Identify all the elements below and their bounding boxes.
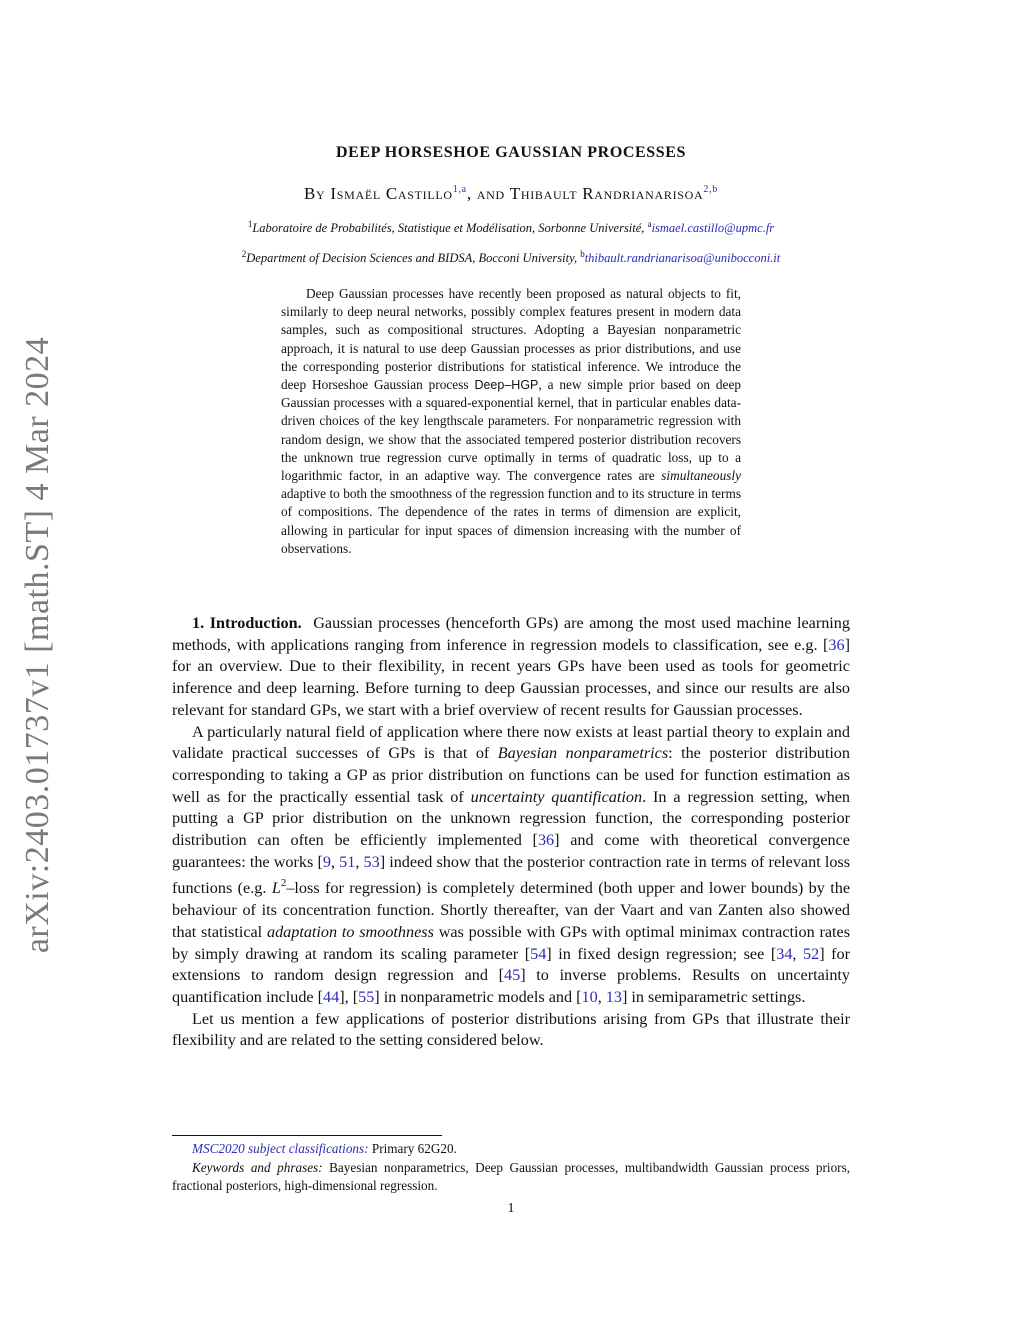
arxiv-identifier-stamp (8, 336, 68, 954)
affiliation-2-email-sup: b (580, 249, 585, 259)
abstract (281, 285, 741, 558)
affiliation-1-email-sup: a (647, 219, 652, 229)
deep-hgp-term: Deep–HGP (474, 378, 539, 393)
citation-link[interactable]: 54 (530, 944, 547, 963)
keywords-value: Bayesian nonparametrics, Deep Gaussian processes, multibandwidth Gaussian process priors, fractional posteriors, high-dimensional regression. (172, 1159, 850, 1193)
math-l: L (271, 879, 281, 898)
abstract-part-3: adaptive to both the smoothness of the regression function and to its structure in terms of compositions. The dependence of the rates in terms of dimension are explicit, allowing in particular for input spaces of dimension increasing with the number of observations. (281, 486, 741, 556)
citation-link[interactable]: 51 (339, 852, 356, 871)
affiliation-1 (172, 219, 850, 236)
intro-p2-text-e: ] indeed show that the posterior contraction rate in terms of relevant loss functions (e.g. (172, 852, 851, 898)
abstract-simultaneously: simultaneously (661, 468, 741, 484)
citation-link[interactable]: 10 (581, 987, 598, 1006)
intro-p2-text-n: ] in nonparametric models and [ (374, 987, 582, 1006)
intro-p2-text-d: ] and come with theoretical convergence guarantees: the works [ (172, 831, 850, 871)
introduction-section (172, 613, 850, 1052)
citation-link[interactable]: 52 (803, 944, 820, 963)
intro-p2-text-o: ] in semiparametric settings. (621, 987, 806, 1006)
intro-p2-text-g: was possible with GPs with optimal minimax contraction rates by simply drawing at random its scaling parameter [ (172, 922, 851, 963)
citation-link[interactable]: 55 (358, 987, 375, 1006)
affiliation-2-email-link[interactable]: thibault.randrianarisoa@unibocconi.it (584, 251, 781, 265)
citation-link[interactable]: 36 (537, 831, 555, 850)
page-number: 1 (507, 1201, 515, 1216)
affiliation-2 (172, 249, 850, 266)
intro-paragraph-3: Let us mention a few applications of posterior distributions arising from GPs that illustrate their flexibility and are related to the setting considered below. (172, 1009, 850, 1050)
abstract-part-2: , a new simple prior based on deep Gaussian processes with a squared-exponential kernel, that in particular enables data-driven choices of the key lengthscale parameters. For nonparametric regression with random design, we show that the associated tempered posterior distribution recovers the unknown true regression curve optimally in terms of quadratic loss, up to a logarithmic factor, in an adaptive way. The convergence rates are (281, 377, 742, 484)
emphasis-uncertainty-quantification: uncertainty quantification (470, 787, 643, 806)
emphasis-bayesian-nonparametrics: Bayesian nonparametrics (497, 744, 669, 763)
paper-title: DEEP HORSESHOE GAUSSIAN PROCESSES (335, 144, 687, 161)
section-heading-introduction: 1. Introduction. (192, 614, 302, 632)
intro-p1-text-a: Gaussian processes (henceforth GPs) are among the most used machine learning methods, with applications ranging from inference in regression models to classification, see e.g. [ (172, 614, 850, 654)
citation-link[interactable]: 36 (828, 635, 845, 654)
intro-paragraph-1 (172, 613, 850, 722)
affiliation-1-email-link[interactable]: ismael.castillo@upmc.fr (651, 221, 775, 235)
intro-paragraph-2: A particularly natural field of application where there now exists at least partial theory to explain and validate practical successes of GPs is that of Bayesian nonparametrics: the posterior distribution corresponding to taking a GP as prior distribution on functions can be used for function estimation as well as for the practically essential task of uncertainty quantification. In a regression setting, when putting a GP prior distribution on the unknown regression function, the corresponding posterior distribution can often be efficiently implemented [36] and come with theoretical convergence guarantees: the works [9, 51, 53] indeed show that the posterior contraction rate in terms of relevant loss functions (e.g. $L^2$–loss for regression) is completely determined (both upper and lower bounds) by the behaviour of its concentration function. Shortly thereafter, van der Vaart and van Zanten also showed that statistical adaptation to smoothness was possible with GPs with optimal minimax contraction rates by simply drawing at random its scaling parameter [54] in fixed design regression; see [34, 52] for extensions to random design regression and [45] to inverse problems. Results on uncertainty quantification include [44], [55] in nonparametric models and [10, 13] in semiparametric settings. (172, 722, 851, 1006)
citation-link[interactable]: 13 (605, 987, 622, 1006)
citation-link[interactable]: 34 (776, 944, 793, 963)
footnote-divider (172, 1135, 442, 1136)
affiliation-1-text: Laboratoire de Probabilités, Statistique et Modélisation, Sorbonne Université, (252, 221, 645, 235)
author-2-sup[interactable]: 2,b (703, 184, 719, 195)
intro-p2-text-h: ] in fixed design regression; see [ (546, 944, 777, 963)
citation-link[interactable]: 44 (323, 987, 340, 1006)
abstract-part-1: Deep Gaussian processes have recently been proposed as natural objects to fit, similarly to deep neural networks, possibly complex features present in modern data samples, such as compositional structures. Adopting a Bayesian nonparametric approach, it is natural to use deep Gaussian processes as prior distributions, and use the corresponding posterior distributions for statistical inference. We introduce the deep Horseshoe Gaussian process (281, 286, 741, 393)
affiliation-1-num: 1 (247, 219, 253, 229)
byline-by: By (303, 184, 326, 203)
arxiv-id-text: arXiv:2403.01737v1 [math.ST] 4 Mar 2024 (19, 336, 56, 954)
author-1-sup[interactable]: 1,a (452, 184, 467, 195)
intro-p2-text-c: . In a regression setting, when putting a GP prior distribution on the unknown regression function, the corresponding posterior distribution can often be efficiently implemented [ (172, 787, 851, 850)
footnote-msc (172, 1140, 850, 1159)
citation-link[interactable]: 45 (504, 966, 521, 985)
footnote-keywords (172, 1159, 850, 1196)
author-byline (172, 184, 850, 204)
msc-label-link[interactable]: MSC2020 subject classifications: (192, 1141, 369, 1156)
footnotes (172, 1140, 850, 1196)
affiliation-2-num: 2 (241, 249, 247, 259)
author-2-name: Thibault Randrianarisoa (509, 184, 704, 203)
intro-p2-text-j: ] for extensions to random design regression and [ (172, 944, 851, 985)
citation-link[interactable]: 53 (363, 852, 380, 871)
intro-p2-text-a: A particularly natural field of application where there now exists at least partial theory to explain and validate practical successes of GPs is that of (172, 722, 850, 763)
intro-p2-text-f: –loss for regression) is completely determined (both upper and lower bounds) by the behaviour of its concentration function. Shortly thereafter, van der Vaart and van Zanten also showed that statistical (172, 879, 851, 941)
author-1-name: Ismaël Castillo (330, 184, 453, 203)
msc-value: Primary 62G20. (371, 1141, 457, 1156)
intro-p2-text-k: ] to inverse problems. Results on uncertainty quantification include [ (172, 966, 850, 1006)
keywords-label: Keywords and phrases: (192, 1159, 323, 1175)
intro-p2-text-m: ], [ (339, 987, 359, 1006)
affiliation-2-text: Department of Decision Sciences and BIDSA, Bocconi University, (246, 251, 578, 265)
math-l-superscript: 2 (280, 877, 287, 890)
citation-link[interactable]: 9 (322, 852, 331, 871)
intro-p1-text-b: ] for an overview. Due to their flexibility, in recent years GPs have been used as tools for geometric inference and deep learning. Before turning to deep Gaussian processes, and since our results are also relevant for standard GPs, we start with a brief overview of recent results for Gaussian processes. (172, 635, 850, 719)
intro-p2-text-b: : the posterior distribution corresponding to taking a GP as prior distribution on functions can be used for function estimation as well as for the practically essential task of (172, 744, 850, 806)
byline-separator: , and (466, 184, 505, 203)
emphasis-adaptation-to-smoothness: adaptation to smoothness (266, 922, 434, 941)
